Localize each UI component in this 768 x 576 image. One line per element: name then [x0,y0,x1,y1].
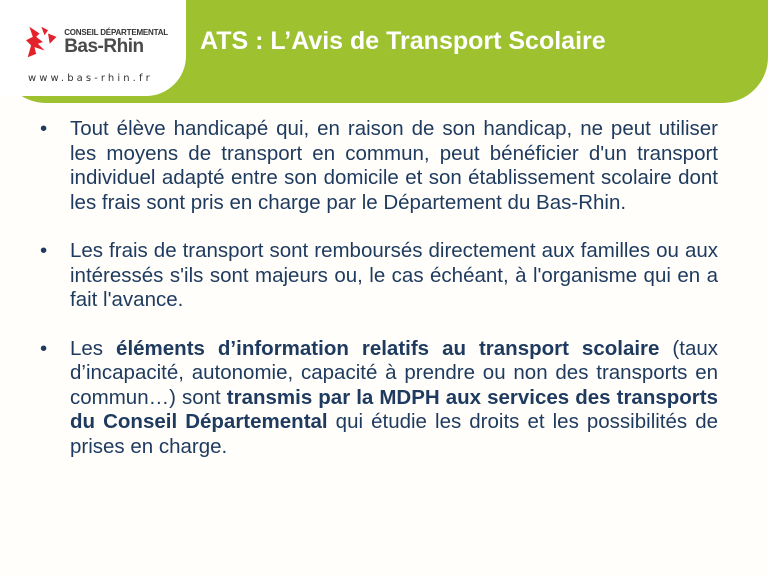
logo[interactable] [26,17,168,67]
bullet-dot-icon: • [40,336,48,360]
bullet-text: Les frais de transport sont remboursés directement aux familles ou aux intéressés s'ils sont majeurs ou, le cas échéant, à l'organisme qui en a fait l'avance. [70,239,718,311]
logo-panel [0,0,186,96]
bullet-dot-icon: • [40,117,48,140]
bullet-text: Tout élève handicapé qui, en raison de son handicap, ne peut utiliser les moyens de transport en commun, peut bénéficier d'un transport individuel adapté entre son domicile et son établissement scolaire dont les frais sont pris en charge par le Département du Bas-Rhin. [70,117,718,214]
logo-subtitle: CONSEIL DÉPARTEMENTAL [64,27,168,37]
website-link[interactable]: www.bas-rhin.fr [28,73,153,84]
bullet-item [36,337,718,460]
bullet-text-part: (taux d’incapacité, autonomie, capacité à prendre ou non des transports en commun…) sont [70,336,718,409]
bullet-item [36,239,718,313]
bullet-bold-text: éléments d’information relatifs au transport scolaire [116,336,660,360]
bullet-text-part: qui étudie les droits et les possibilités de prises en charge. [70,410,719,458]
bullet-item [36,117,718,215]
bullet-text-part: Les [70,336,117,360]
bas-rhin-logo-icon [26,22,58,62]
bullet-list [36,117,718,483]
bullet-bold-text: transmis par la MDPH aux services des transports du Conseil Départemental [70,385,718,433]
header-band [0,0,768,103]
slide-title: ATS : L’Avis de Transport Scolaire [200,27,606,55]
bullet-dot-icon: • [40,239,48,262]
logo-title: Bas-Rhin [64,35,144,57]
